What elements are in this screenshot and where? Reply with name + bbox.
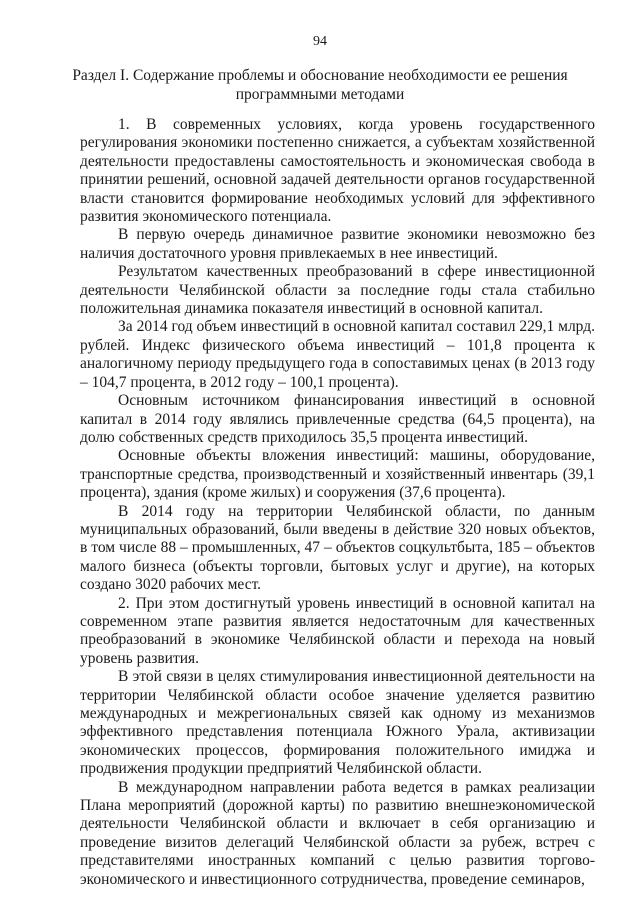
paragraph: Результатом качественных преобразований в сфере инвестиционной деятельности Челябинской области за последние годы стала стабильно положительная динамика показателя инвестиций в основной капитал. [80, 263, 595, 318]
paragraph: В международном направлении работа ведется в рамках реализации Плана мероприятий (дорожной карты) по развитию внешнеэкономической деятельности Челябинской области и включает в себя организацию и проведение визитов делегаций Челябинской области за рубеж, встреч с представителями иностранных компаний с целью развития торгово-экономического и инвестиционного сотрудничества, проведение семинаров, [80, 778, 595, 888]
section-heading-line-2: программными методами [235, 86, 405, 103]
paragraph: Основные объекты вложения инвестиций: машины, оборудование, транспортные средства, производственный и хозяйственный инвентарь (39,1 процента), здания (кроме жилых) и сооружения (37,6 процента). [80, 447, 595, 502]
paragraph: В первую очередь динамичное развитие экономики невозможно без наличия достаточного уровня привлекаемых в нее инвестиций. [80, 226, 595, 262]
paragraph: В 2014 году на территории Челябинской области, по данным муниципальных образований, были введены в действие 320 новых объектов, в том числе 88 – промышленных, 47 – объектов соцкультбыта, 185 – объектов малого бизнеса (объекты торговли, бытовых услуг и другие), на которых создано 3020 рабочих мест. [80, 502, 595, 594]
paragraph: 2. При этом достигнутый уровень инвестиций в основной капитал на современном этапе развития является недостаточным для качественных преобразований в экономике Челябинской области и перехода на новый уровень развития. [80, 594, 595, 667]
section-heading-line-1: Раздел I. Содержание проблемы и обоснование необходимости ее решения [72, 67, 568, 84]
paragraph: В этой связи в целях стимулирования инвестиционной деятельности на территории Челябинской области особое значение уделяется развитию международных и межрегиональных связей как одному из механизмов эффективного представления потенциала Южного Урала, активизации экономических процессов, формирования положительного имиджа и продвижения продукции предприятий Челябинской области. [80, 668, 595, 778]
paragraph: 1. В современных условиях, когда уровень государственного регулирования экономики постепенно снижается, а субъектам хозяйственной деятельности предоставлены самостоятельность и экономическая свобода в принятии решений, основной задачей деятельности органов государственной власти становится формирование необходимых условий для эффективного развития экономического потенциала. [80, 116, 595, 226]
section-heading [70, 66, 570, 104]
paragraph: За 2014 год объем инвестиций в основной капитал составил 229,1 млрд. рублей. Индекс физического объема инвестиций – 101,8 процента к аналогичному периоду предыдущего года в сопоставимых ценах (в 2013 году – 104,7 процента, в 2012 году – 100,1 процента). [80, 318, 595, 391]
document-body [80, 116, 595, 889]
page-number: 94 [313, 34, 327, 49]
paragraph: Основным источником финансирования инвестиций в основной капитал в 2014 году являлись привлеченные средства (64,5 процента), на долю собственных средств приходилось 35,5 процента инвестиций. [80, 392, 595, 446]
